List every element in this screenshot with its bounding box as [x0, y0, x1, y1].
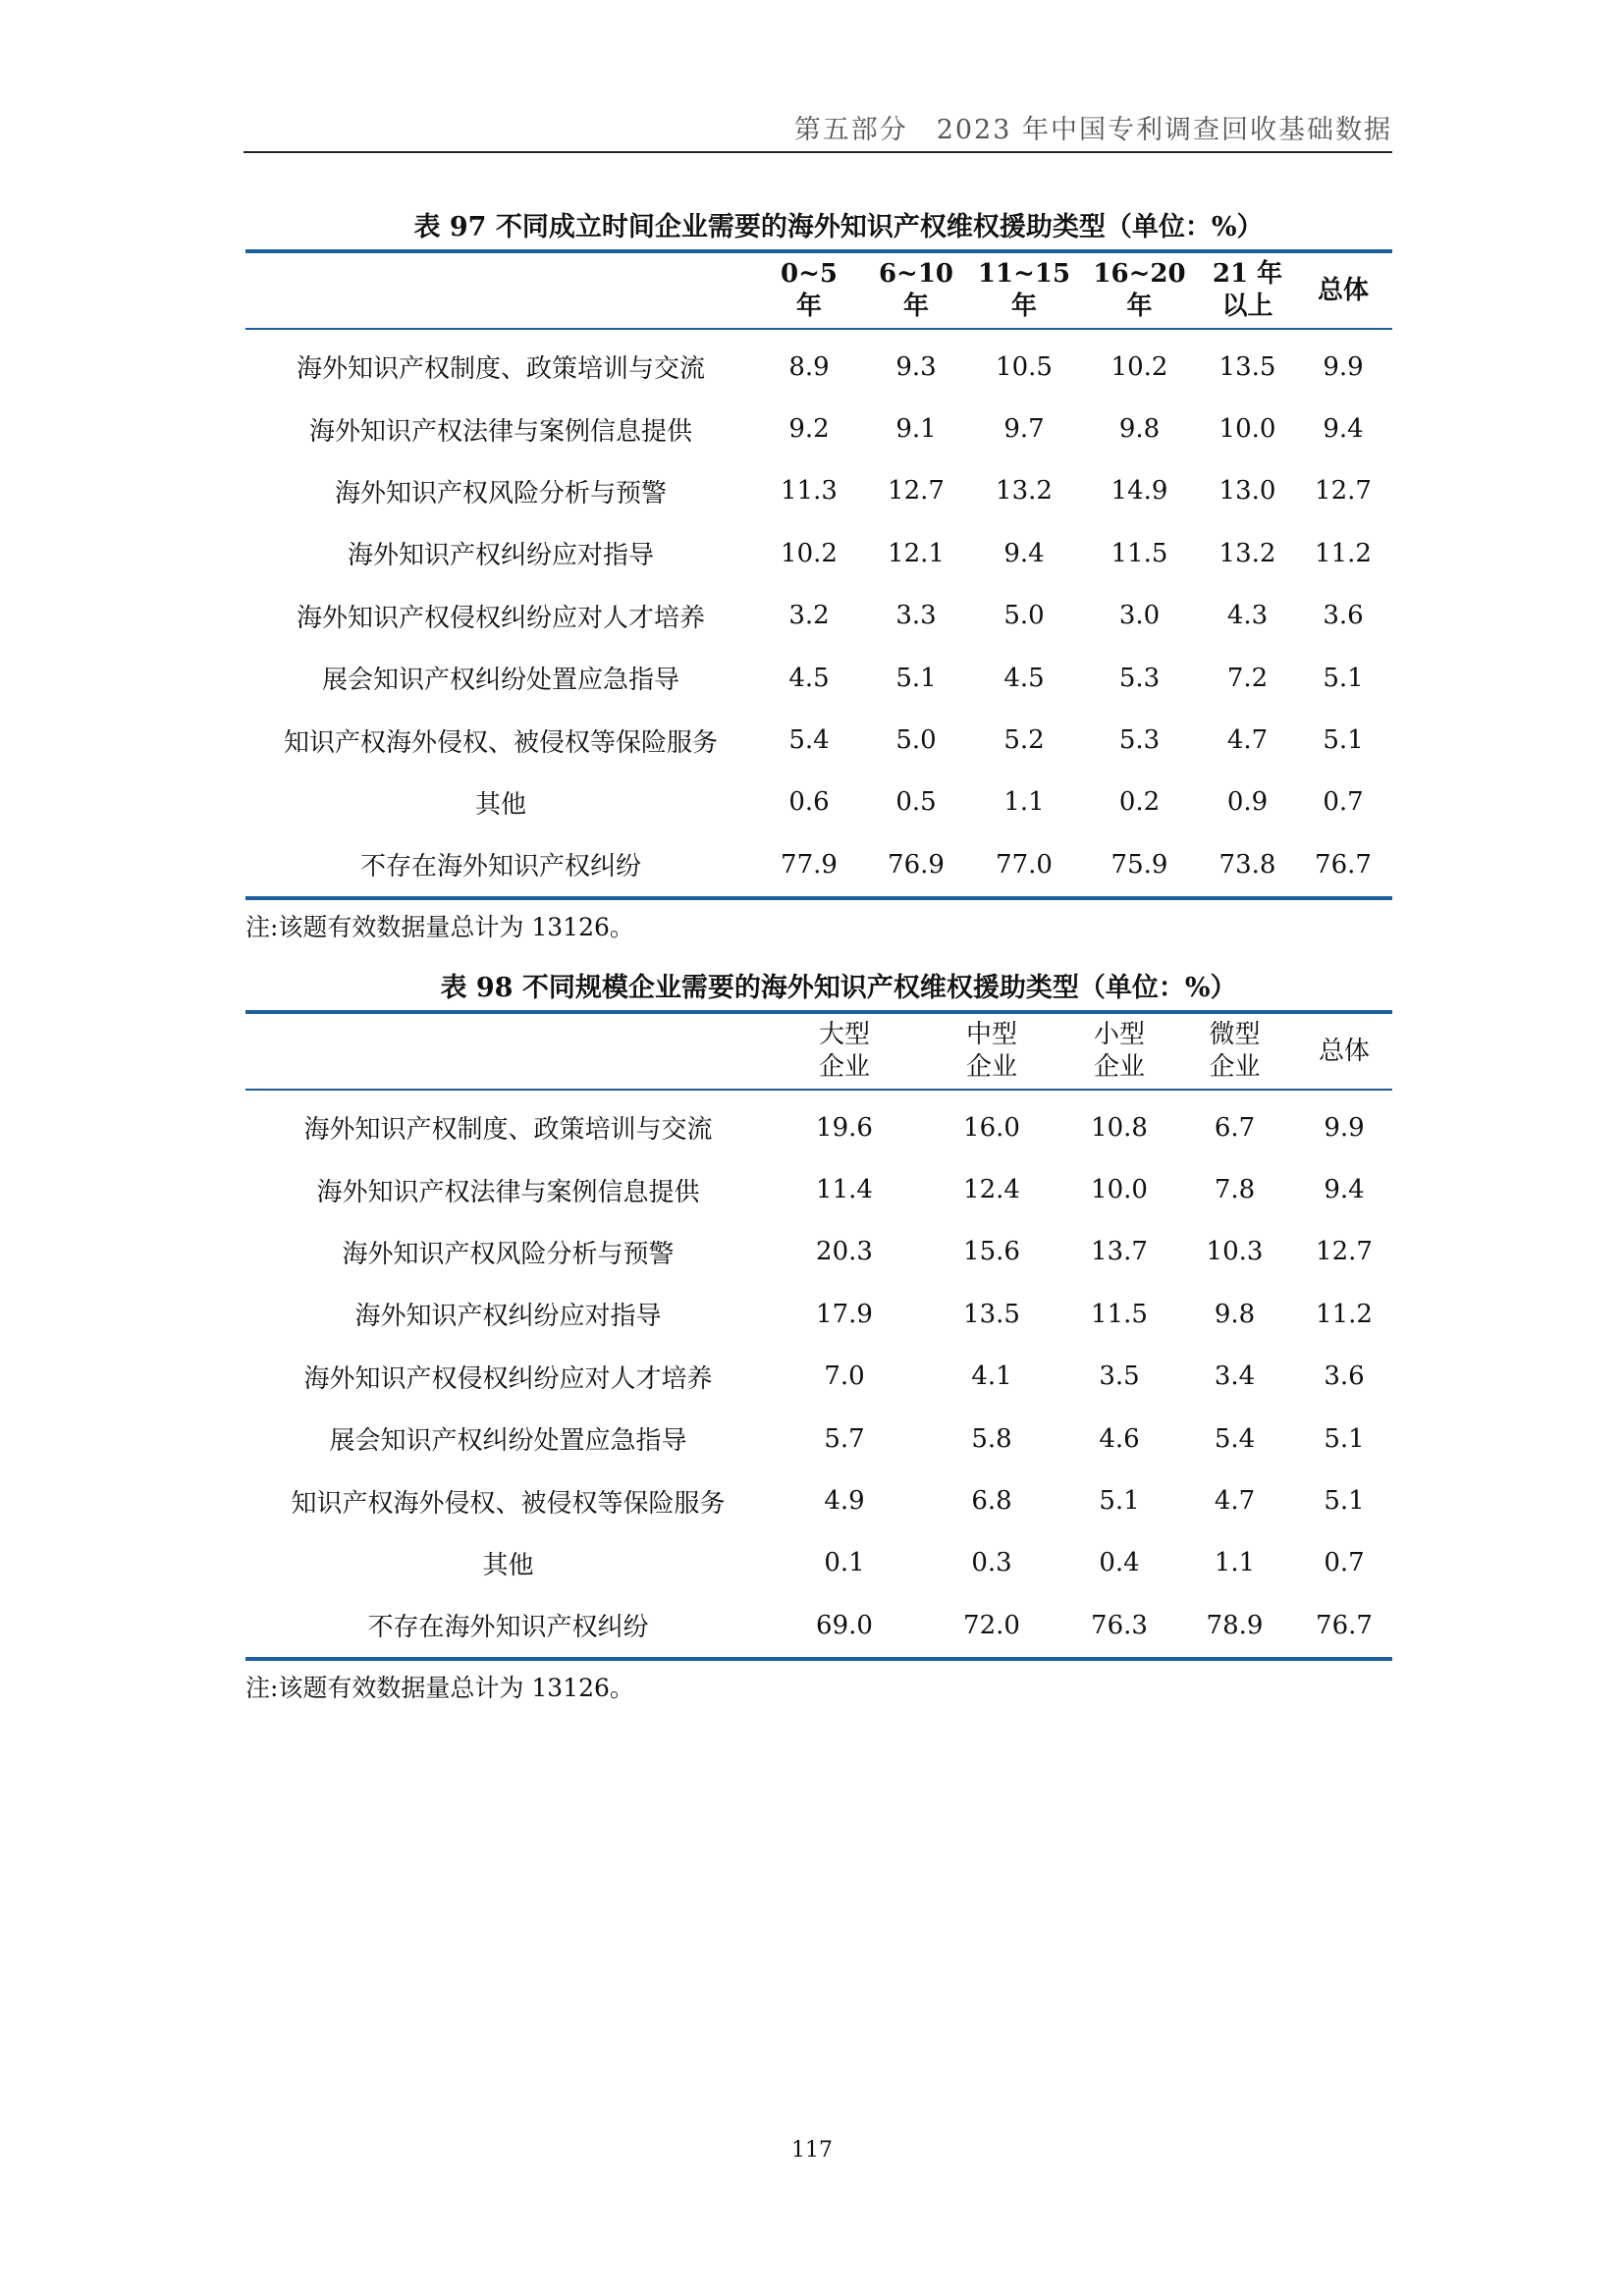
- column-header: [918, 1012, 1065, 1090]
- table-cell: 3.0: [1118, 601, 1161, 631]
- table-cell: 11.2: [1315, 538, 1372, 568]
- table-cell: 12.7: [888, 476, 945, 507]
- table-row: [245, 460, 1392, 522]
- table-cell: 13.5: [963, 1299, 1020, 1329]
- table-row: [245, 1283, 1392, 1345]
- table-cell: 0.2: [1118, 787, 1161, 818]
- table-row: [245, 1221, 1392, 1283]
- table-cell: 4.6: [1099, 1423, 1140, 1454]
- table-cell: 76.7: [1296, 1594, 1392, 1658]
- table-cell: 9.2: [788, 414, 830, 445]
- table-row: [245, 329, 1392, 398]
- table-cell: 3.2: [788, 601, 830, 631]
- row-label: 知识产权海外侵权、被侵权等保险服务: [283, 727, 718, 758]
- column-header-line1: 6~10: [878, 259, 954, 289]
- table-cell: 11.2: [1316, 1299, 1373, 1329]
- row-label: 不存在海外知识产权纠纷: [245, 1594, 771, 1658]
- table-cell: 13.7: [1091, 1237, 1148, 1267]
- table-cell: 76.7: [1294, 833, 1392, 897]
- table-cell: 76.9: [862, 833, 970, 897]
- table-row: [245, 1158, 1392, 1220]
- table-cell: 72.0: [918, 1594, 1065, 1658]
- column-header-total: 总体: [1296, 1012, 1392, 1090]
- table-98-note: 注:该题有效数据量总计为 13126。: [245, 1673, 634, 1702]
- table-97-block: [245, 206, 1392, 945]
- table-98-block: [245, 967, 1392, 1706]
- table-cell: 69.0: [771, 1594, 918, 1658]
- row-label: 知识产权海外侵权、被侵权等保险服务: [291, 1488, 726, 1519]
- column-header-line2: 企业: [1093, 1052, 1145, 1082]
- column-header: [1065, 1012, 1173, 1090]
- row-label: 海外知识产权制度、政策培训与交流: [296, 354, 705, 385]
- table-cell: 4.5: [788, 663, 830, 693]
- table-cell: 10.0: [1218, 414, 1276, 445]
- table-cell: 4.3: [1226, 601, 1269, 631]
- table-cell: 0.4: [1099, 1548, 1140, 1578]
- table-row: [245, 1532, 1392, 1594]
- table-row: [245, 585, 1392, 647]
- table-cell: 6.7: [1214, 1112, 1256, 1143]
- table-cell: 5.3: [1118, 725, 1161, 756]
- table-cell: 9.9: [1323, 351, 1364, 382]
- table-cell: 4.7: [1226, 725, 1269, 756]
- table-cell: 7.2: [1226, 663, 1269, 693]
- table-cell: 14.9: [1110, 476, 1168, 507]
- table-row: [245, 772, 1392, 833]
- column-header: [1078, 251, 1201, 329]
- table-cell: 5.1: [1099, 1486, 1140, 1517]
- table-cell: 10.3: [1206, 1237, 1264, 1267]
- running-header: 第五部分 2023 年中国专利调查回收基础数据: [793, 115, 1392, 145]
- table-97-note: 注:该题有效数据量总计为 13126。: [245, 912, 634, 941]
- table-cell: 9.8: [1214, 1299, 1256, 1329]
- column-header-line2: 年: [902, 292, 929, 321]
- table-cell: 15.6: [963, 1237, 1020, 1267]
- table-cell: 10.5: [996, 351, 1053, 382]
- table-cell: 0.6: [788, 787, 830, 818]
- column-header-line1: 16~20: [1093, 259, 1186, 289]
- table-97: [245, 249, 1392, 900]
- table-cell: 10.2: [781, 538, 838, 568]
- table-cell: 17.9: [816, 1299, 873, 1329]
- table-98-title: 表 98 不同规模企业需要的海外知识产权维权援助类型（单位：%）: [440, 973, 1237, 1003]
- table-cell: 13.5: [1218, 351, 1276, 382]
- column-header: [970, 251, 1078, 329]
- table-cell: 3.6: [1324, 1362, 1365, 1392]
- table-98-corner-cell: [245, 1012, 771, 1090]
- table-cell: 13.2: [1218, 538, 1276, 568]
- table-cell: 5.2: [1003, 725, 1045, 756]
- table-cell: 9.4: [1324, 1175, 1365, 1205]
- table-cell: 3.6: [1323, 601, 1364, 631]
- column-header-line1: 11~15: [977, 259, 1071, 289]
- table-row: [245, 1090, 1392, 1158]
- row-label: 海外知识产权纠纷应对指导: [354, 1302, 662, 1332]
- table-cell: 12.7: [1316, 1237, 1373, 1267]
- table-cell: 13.2: [996, 476, 1053, 507]
- row-label: 海外知识产权法律与案例信息提供: [308, 416, 692, 447]
- table-cell: 7.8: [1214, 1175, 1256, 1205]
- table-98-header-row: [245, 1012, 1392, 1090]
- table-97-header-row: [245, 251, 1392, 329]
- table-row: [245, 1469, 1392, 1531]
- column-header-line1: 微型: [1209, 1020, 1261, 1049]
- column-header-line2: 年: [795, 292, 822, 321]
- table-cell: 6.8: [971, 1486, 1012, 1517]
- table-cell: 76.3: [1065, 1594, 1173, 1658]
- table-row: [245, 398, 1392, 459]
- table-cell: 0.3: [971, 1548, 1012, 1578]
- table-cell: 78.9: [1173, 1594, 1296, 1658]
- table-cell: 5.1: [1324, 1486, 1365, 1517]
- table-cell: 0.9: [1226, 787, 1269, 818]
- table-cell: 5.0: [895, 725, 937, 756]
- column-header: [862, 251, 970, 329]
- table-cell: 0.5: [895, 787, 937, 818]
- table-cell: 0.1: [824, 1548, 865, 1578]
- row-label: 展会知识产权纠纷处置应急指导: [329, 1426, 687, 1457]
- page-number: 117: [791, 2138, 833, 2163]
- table-cell: 5.1: [1324, 1423, 1365, 1454]
- table-row: [245, 709, 1392, 771]
- table-row: [245, 1408, 1392, 1469]
- column-header-line2: 企业: [965, 1052, 1017, 1082]
- table-cell: 11.5: [1110, 538, 1168, 568]
- row-label: 其他: [474, 789, 526, 820]
- table-cell: 11.4: [816, 1175, 873, 1205]
- table-cell: 3.5: [1099, 1362, 1140, 1392]
- table-cell: 5.8: [971, 1423, 1012, 1454]
- row-label: 海外知识产权法律与案例信息提供: [316, 1177, 700, 1207]
- table-cell: 19.6: [816, 1112, 873, 1143]
- column-header-line1: 大型: [818, 1020, 870, 1049]
- table-cell: 12.1: [888, 538, 945, 568]
- row-label: 海外知识产权侵权纠纷应对人才培养: [296, 603, 705, 633]
- column-header-line1: 21 年: [1212, 259, 1283, 289]
- table-cell: 5.1: [1323, 725, 1364, 756]
- table-98: [245, 1010, 1392, 1661]
- table-cell: 5.0: [1003, 601, 1045, 631]
- table-cell: 0.7: [1323, 787, 1364, 818]
- table-cell: 11.5: [1091, 1299, 1148, 1329]
- column-header: [756, 251, 862, 329]
- table-row: [245, 1594, 1392, 1658]
- table-cell: 9.8: [1118, 414, 1161, 445]
- column-header: [1201, 251, 1294, 329]
- table-cell: 12.4: [963, 1175, 1020, 1205]
- row-label: 海外知识产权侵权纠纷应对人才培养: [303, 1363, 713, 1394]
- table-cell: 0.7: [1324, 1548, 1365, 1578]
- table-cell: 5.4: [1214, 1423, 1256, 1454]
- row-label: 不存在海外知识产权纠纷: [245, 833, 756, 897]
- column-header-line2: 企业: [1209, 1052, 1261, 1082]
- table-cell: 5.3: [1118, 663, 1161, 693]
- table-row: [245, 833, 1392, 897]
- table-cell: 9.1: [895, 414, 937, 445]
- column-header-line1: 0~5: [781, 259, 838, 289]
- table-cell: 1.1: [1214, 1548, 1256, 1578]
- table-cell: 77.0: [970, 833, 1078, 897]
- row-label: 海外知识产权纠纷应对指导: [347, 541, 654, 571]
- table-cell: 77.9: [756, 833, 862, 897]
- table-cell: 4.5: [1003, 663, 1045, 693]
- column-header: [771, 1012, 918, 1090]
- row-label: 其他: [482, 1550, 534, 1580]
- table-cell: 5.7: [824, 1423, 865, 1454]
- table-97-corner-cell: [245, 251, 756, 329]
- table-cell: 9.9: [1324, 1112, 1365, 1143]
- table-cell: 16.0: [963, 1112, 1020, 1143]
- column-header-total: 总体: [1294, 251, 1392, 329]
- table-cell: 8.9: [788, 351, 830, 382]
- column-header: [1173, 1012, 1296, 1090]
- column-header-line2: 企业: [818, 1052, 870, 1082]
- column-header-line2: 以上: [1221, 292, 1273, 321]
- table-97-title: 表 97 不同成立时间企业需要的海外知识产权维权援助类型（单位：%）: [413, 212, 1264, 242]
- table-cell: 9.7: [1003, 414, 1045, 445]
- table-cell: 9.4: [1003, 538, 1045, 568]
- table-cell: 73.8: [1201, 833, 1294, 897]
- table-cell: 4.7: [1214, 1486, 1256, 1517]
- table-row: [245, 522, 1392, 584]
- table-cell: 12.7: [1315, 476, 1372, 507]
- table-cell: 5.4: [788, 725, 830, 756]
- column-header-line1: 小型: [1093, 1020, 1145, 1049]
- table-cell: 13.0: [1218, 476, 1276, 507]
- column-header-line2: 年: [1010, 292, 1037, 321]
- table-cell: 10.2: [1110, 351, 1168, 382]
- table-cell: 10.8: [1091, 1112, 1148, 1143]
- row-label: 展会知识产权纠纷处置应急指导: [321, 666, 679, 696]
- table-cell: 4.9: [824, 1486, 865, 1517]
- table-cell: 10.0: [1091, 1175, 1148, 1205]
- table-cell: 4.1: [971, 1362, 1012, 1392]
- table-cell: 11.3: [781, 476, 838, 507]
- header-rule: [244, 151, 1392, 153]
- row-label: 海外知识产权风险分析与预警: [342, 1239, 675, 1269]
- table-row: [245, 1346, 1392, 1408]
- table-cell: 3.3: [895, 601, 937, 631]
- table-cell: 75.9: [1078, 833, 1201, 897]
- table-cell: 7.0: [824, 1362, 865, 1392]
- table-row: [245, 647, 1392, 709]
- row-label: 海外知识产权制度、政策培训与交流: [303, 1115, 713, 1146]
- table-cell: 3.4: [1214, 1362, 1256, 1392]
- table-cell: 5.1: [1323, 663, 1364, 693]
- table-cell: 5.1: [895, 663, 937, 693]
- table-cell: 1.1: [1003, 787, 1045, 818]
- column-header-line2: 年: [1126, 292, 1153, 321]
- table-cell: 9.4: [1323, 414, 1364, 445]
- table-cell: 9.3: [895, 351, 937, 382]
- row-label: 海外知识产权风险分析与预警: [334, 478, 667, 508]
- table-cell: 20.3: [816, 1237, 873, 1267]
- column-header-line1: 中型: [965, 1020, 1017, 1049]
